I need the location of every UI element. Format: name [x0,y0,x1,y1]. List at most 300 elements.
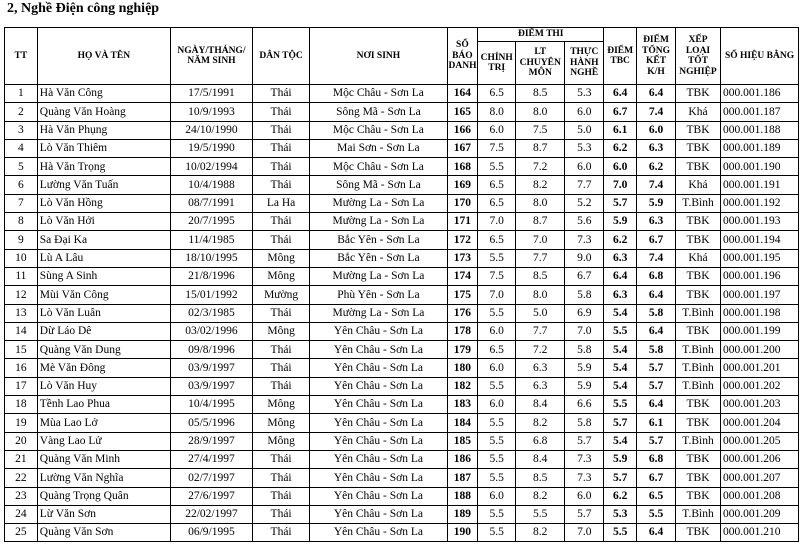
cell-tbc: 6.0 [604,158,637,176]
cell-theory: 7.7 [516,322,565,340]
cell-name: Lừ Văn Sơn [37,505,170,523]
cell-total: 6.4 [637,322,676,340]
cell-total: 6.1 [637,414,676,432]
cell-total: 6.4 [637,524,676,542]
cell-practice: 6.0 [565,487,604,505]
cell-tt: 17 [5,377,38,395]
table-row [5,414,799,432]
cell-cert: 000.001.194 [721,231,799,249]
cell-name: Dừ Láo Dê [37,322,170,340]
cell-name: Tềnh Lao Phua [37,396,170,414]
cell-theory: 8.0 [516,103,565,121]
cell-sbd: 180 [447,359,478,377]
table-row [5,267,799,285]
header-sbd: SỐ BÁO DANH [447,28,478,85]
header-politics: CHÍNH TRỊ [478,42,516,85]
cell-tt: 18 [5,396,38,414]
cell-name: Quàng Văn Hoàng [37,103,170,121]
cell-practice: 7.3 [565,450,604,468]
cell-birthplace: Mai Sơn - Sơn La [310,139,447,157]
cell-sbd: 172 [447,231,478,249]
cell-ethnic: Mông [252,267,309,285]
header-tt: TT [5,28,38,85]
cell-ethnic: Thái [252,524,309,542]
cell-tbc: 5.9 [604,213,637,231]
cell-rank: T.Bình [675,341,720,359]
cell-cert: 000.001.199 [721,322,799,340]
cell-theory: 8.5 [516,85,565,103]
cell-tbc: 5.5 [604,322,637,340]
cell-total: 6.4 [637,396,676,414]
table-row [5,213,799,231]
cell-dob: 06/9/1995 [170,524,252,542]
cell-politics: 5.5 [478,377,516,395]
table-row [5,249,799,267]
table-row [5,85,799,103]
cell-cert: 000.001.193 [721,213,799,231]
cell-dob: 28/9/1997 [170,432,252,450]
cell-cert: 000.001.189 [721,139,799,157]
cell-rank: TBK [675,286,720,304]
cell-cert: 000.001.190 [721,158,799,176]
cell-tbc: 5.5 [604,524,637,542]
cell-dob: 24/10/1990 [170,121,252,139]
cell-tbc: 5.7 [604,194,637,212]
cell-practice: 6.9 [565,304,604,322]
cell-ethnic: Thái [252,487,309,505]
cell-rank: TBK [675,322,720,340]
cell-sbd: 176 [447,304,478,322]
cell-dob: 21/8/1996 [170,267,252,285]
cell-birthplace: Sông Mã - Sơn La [310,103,447,121]
cell-birthplace: Yên Châu - Sơn La [310,432,447,450]
cell-tt: 24 [5,505,38,523]
cell-dob: 08/7/1991 [170,194,252,212]
cell-politics: 6.5 [478,176,516,194]
cell-dob: 03/02/1996 [170,322,252,340]
table-row [5,377,799,395]
cell-tt: 15 [5,341,38,359]
table-row [5,176,799,194]
cell-dob: 05/5/1996 [170,414,252,432]
cell-theory: 8.4 [516,450,565,468]
cell-cert: 000.001.202 [721,377,799,395]
table-row [5,304,799,322]
cell-name: Lường Văn Tuấn [37,176,170,194]
cell-cert: 000.001.192 [721,194,799,212]
cell-total: 6.3 [637,213,676,231]
cell-tt: 23 [5,487,38,505]
cell-tbc: 5.5 [604,396,637,414]
cell-dob: 09/8/1996 [170,341,252,359]
cell-rank: TBK [675,396,720,414]
cell-total: 6.3 [637,139,676,157]
cell-tbc: 6.3 [604,249,637,267]
cell-sbd: 173 [447,249,478,267]
cell-birthplace: Yên Châu - Sơn La [310,450,447,468]
cell-total: 6.8 [637,267,676,285]
cell-tt: 4 [5,139,38,157]
cell-rank: TBK [675,213,720,231]
header-tbc: ĐIỂM TBC [604,28,637,85]
cell-cert: 000.001.204 [721,414,799,432]
cell-name: Lù A Lâu [37,249,170,267]
cell-sbd: 186 [447,450,478,468]
cell-politics: 6.5 [478,231,516,249]
cell-sbd: 190 [447,524,478,542]
cell-rank: T.Bình [675,194,720,212]
cell-rank: T.Bình [675,377,720,395]
cell-cert: 000.001.197 [721,286,799,304]
cell-sbd: 189 [447,505,478,523]
cell-rank: Khá [675,103,720,121]
cell-name: Mùi Văn Công [37,286,170,304]
cell-tt: 21 [5,450,38,468]
cell-sbd: 183 [447,396,478,414]
cell-ethnic: Thái [252,304,309,322]
cell-total: 6.0 [637,121,676,139]
cell-theory: 8.2 [516,176,565,194]
cell-sbd: 188 [447,487,478,505]
cell-birthplace: Mường La - Sơn La [310,304,447,322]
cell-tbc: 6.4 [604,267,637,285]
cell-tbc: 5.4 [604,359,637,377]
table-row [5,487,799,505]
cell-theory: 8.2 [516,487,565,505]
cell-birthplace: Bắc Yên - Sơn La [310,249,447,267]
cell-ethnic: Thái [252,231,309,249]
header-dob: NGÀY/THÁNG/ NĂM SINH [170,28,252,85]
cell-tt: 5 [5,158,38,176]
cell-dob: 19/5/1990 [170,139,252,157]
cell-name: Lường Văn Nghĩa [37,469,170,487]
table-row [5,450,799,468]
table-row [5,103,799,121]
cell-tbc: 5.7 [604,469,637,487]
cell-ethnic: La Ha [252,194,309,212]
cell-name: Hà Văn Công [37,85,170,103]
cell-sbd: 182 [447,377,478,395]
cell-politics: 5.5 [478,505,516,523]
cell-dob: 11/4/1985 [170,231,252,249]
cell-name: Lò Văn Hồng [37,194,170,212]
cell-rank: TBK [675,121,720,139]
table-row [5,505,799,523]
cell-theory: 7.0 [516,231,565,249]
cell-total: 7.4 [637,103,676,121]
cell-dob: 02/7/1997 [170,469,252,487]
cell-theory: 7.5 [516,121,565,139]
cell-rank: TBK [675,85,720,103]
cell-tt: 12 [5,286,38,304]
header-rank: XẾP LOẠI TỐT NGHIỆP [675,28,720,85]
cell-tt: 3 [5,121,38,139]
cell-total: 6.5 [637,487,676,505]
cell-name: Sa Đại Ka [37,231,170,249]
table-row [5,194,799,212]
cell-tt: 7 [5,194,38,212]
cell-name: Hà Văn Trọng [37,158,170,176]
cell-practice: 5.8 [565,286,604,304]
cell-dob: 17/5/1991 [170,85,252,103]
cell-tt: 9 [5,231,38,249]
cell-dob: 27/4/1997 [170,450,252,468]
cell-name: Sùng A Sinh [37,267,170,285]
cell-name: Hà Văn Phụng [37,121,170,139]
table-row [5,231,799,249]
cell-tbc: 6.2 [604,487,637,505]
cell-cert: 000.001.207 [721,469,799,487]
cell-sbd: 169 [447,176,478,194]
cell-theory: 8.7 [516,213,565,231]
cell-cert: 000.001.187 [721,103,799,121]
cell-theory: 7.7 [516,249,565,267]
cell-birthplace: Yên Châu - Sơn La [310,414,447,432]
cell-ethnic: Thái [252,469,309,487]
cell-birthplace: Yên Châu - Sơn La [310,359,447,377]
cell-politics: 6.0 [478,359,516,377]
cell-tbc: 6.2 [604,231,637,249]
cell-ethnic: Mường [252,286,309,304]
cell-politics: 7.0 [478,286,516,304]
cell-birthplace: Mộc Châu - Sơn La [310,158,447,176]
cell-ethnic: Thái [252,341,309,359]
cell-sbd: 185 [447,432,478,450]
cell-dob: 02/3/1985 [170,304,252,322]
cell-sbd: 179 [447,341,478,359]
cell-cert: 000.001.191 [721,176,799,194]
cell-rank: TBK [675,231,720,249]
cell-theory: 6.3 [516,377,565,395]
cell-cert: 000.001.205 [721,432,799,450]
table-row [5,139,799,157]
cell-tbc: 7.0 [604,176,637,194]
cell-politics: 6.0 [478,121,516,139]
cell-sbd: 174 [447,267,478,285]
cell-theory: 8.2 [516,524,565,542]
cell-total: 5.8 [637,304,676,322]
cell-politics: 6.0 [478,487,516,505]
cell-practice: 5.9 [565,377,604,395]
table-row [5,322,799,340]
cell-politics: 8.0 [478,103,516,121]
cell-cert: 000.001.210 [721,524,799,542]
cell-practice: 5.9 [565,359,604,377]
cell-name: Lò Văn Hởi [37,213,170,231]
cell-sbd: 175 [447,286,478,304]
cell-theory: 8.0 [516,194,565,212]
cell-tt: 11 [5,267,38,285]
table-row [5,524,799,542]
cell-rank: TBK [675,414,720,432]
cell-theory: 8.0 [516,286,565,304]
cell-name: Quàng Văn Dung [37,341,170,359]
cell-politics: 5.5 [478,450,516,468]
cell-birthplace: Bắc Yên - Sơn La [310,231,447,249]
cell-practice: 7.3 [565,231,604,249]
cell-theory: 5.0 [516,304,565,322]
cell-name: Quàng Văn Minh [37,450,170,468]
cell-rank: T.Bình [675,359,720,377]
cell-practice: 6.0 [565,158,604,176]
cell-rank: TBK [675,450,720,468]
cell-rank: T.Bình [675,505,720,523]
cell-total: 7.4 [637,249,676,267]
cell-dob: 10/4/1988 [170,176,252,194]
header-ethnic: DÂN TỘC [252,28,309,85]
cell-politics: 5.5 [478,158,516,176]
cell-ethnic: Thái [252,121,309,139]
cell-cert: 000.001.186 [721,85,799,103]
cell-cert: 000.001.195 [721,249,799,267]
cell-politics: 5.5 [478,304,516,322]
cell-practice: 6.6 [565,396,604,414]
cell-ethnic: Thái [252,85,309,103]
cell-dob: 10/9/1993 [170,103,252,121]
cell-cert: 000.001.203 [721,396,799,414]
cell-politics: 5.5 [478,414,516,432]
header-total: ĐIỂM TỔNG KẾT K/H [637,28,676,85]
cell-theory: 8.5 [516,267,565,285]
table-body [5,85,799,542]
cell-ethnic: Thái [252,176,309,194]
table-row [5,469,799,487]
cell-politics: 7.0 [478,213,516,231]
table-row [5,396,799,414]
cell-theory: 8.4 [516,396,565,414]
cell-total: 5.8 [637,341,676,359]
cell-rank: TBK [675,267,720,285]
cell-sbd: 167 [447,139,478,157]
cell-sbd: 184 [447,414,478,432]
cell-tbc: 5.4 [604,432,637,450]
cell-politics: 5.5 [478,432,516,450]
cell-tt: 22 [5,469,38,487]
cell-politics: 5.5 [478,469,516,487]
cell-dob: 22/02/1997 [170,505,252,523]
cell-tt: 13 [5,304,38,322]
cell-rank: TBK [675,524,720,542]
cell-rank: TBK [675,139,720,157]
cell-birthplace: Yên Châu - Sơn La [310,469,447,487]
cell-practice: 5.7 [565,432,604,450]
cell-cert: 000.001.188 [721,121,799,139]
cell-rank: TBK [675,158,720,176]
cell-practice: 5.8 [565,341,604,359]
cell-name: Lò Văn Thiêm [37,139,170,157]
cell-name: Mùa Lao Lở [37,414,170,432]
cell-ethnic: Mông [252,322,309,340]
cell-cert: 000.001.209 [721,505,799,523]
cell-rank: Khá [675,176,720,194]
cell-politics: 6.5 [478,341,516,359]
cell-dob: 10/02/1994 [170,158,252,176]
header-name: HỌ VÀ TÊN [37,28,170,85]
cell-theory: 5.5 [516,505,565,523]
cell-politics: 6.5 [478,85,516,103]
cell-tt: 1 [5,85,38,103]
cell-total: 5.7 [637,432,676,450]
cell-sbd: 187 [447,469,478,487]
cell-tbc: 5.7 [604,414,637,432]
cell-total: 5.5 [637,505,676,523]
cell-tbc: 5.9 [604,450,637,468]
cell-name: Quàng Trọng Quân [37,487,170,505]
header-theory: LT CHUYÊN MÔN [516,42,565,85]
cell-birthplace: Yên Châu - Sơn La [310,505,447,523]
cell-politics: 5.5 [478,249,516,267]
cell-name: Lò Văn Luân [37,304,170,322]
cell-theory: 6.8 [516,432,565,450]
cell-cert: 000.001.198 [721,304,799,322]
cell-tt: 14 [5,322,38,340]
cell-name: Lò Văn Huy [37,377,170,395]
cell-sbd: 165 [447,103,478,121]
cell-ethnic: Thái [252,158,309,176]
cell-theory: 8.2 [516,414,565,432]
cell-ethnic: Mông [252,396,309,414]
cell-rank: T.Bình [675,304,720,322]
cell-birthplace: Phù Yên - Sơn La [310,286,447,304]
cell-sbd: 178 [447,322,478,340]
cell-ethnic: Mông [252,249,309,267]
cell-ethnic: Mông [252,414,309,432]
cell-cert: 000.001.196 [721,267,799,285]
cell-theory: 6.3 [516,359,565,377]
table-row [5,341,799,359]
cell-total: 6.7 [637,231,676,249]
cell-practice: 7.0 [565,524,604,542]
cell-ethnic: Thái [252,505,309,523]
cell-cert: 000.001.208 [721,487,799,505]
header-cert: SỐ HIỆU BẰNG [721,28,799,85]
cell-ethnic: Thái [252,103,309,121]
cell-dob: 03/9/1997 [170,377,252,395]
cell-birthplace: Sông Mã - Sơn La [310,176,447,194]
cell-politics: 5.5 [478,524,516,542]
cell-politics: 7.5 [478,139,516,157]
cell-theory: 8.5 [516,469,565,487]
cell-dob: 20/7/1995 [170,213,252,231]
cell-tbc: 5.4 [604,304,637,322]
cell-practice: 7.7 [565,176,604,194]
cell-sbd: 168 [447,158,478,176]
cell-cert: 000.001.200 [721,341,799,359]
section-heading: 2, Nghề Điện công nghiệp [7,1,160,16]
cell-birthplace: Mường La - Sơn La [310,194,447,212]
cell-total: 6.4 [637,85,676,103]
cell-rank: Khá [675,249,720,267]
cell-tt: 2 [5,103,38,121]
cell-birthplace: Yên Châu - Sơn La [310,396,447,414]
header-exam-group: ĐIỂM THI [478,28,604,42]
cell-total: 6.2 [637,158,676,176]
cell-theory: 7.2 [516,158,565,176]
cell-birthplace: Mường La - Sơn La [310,213,447,231]
cell-ethnic: Mông [252,432,309,450]
cell-tt: 6 [5,176,38,194]
cell-birthplace: Yên Châu - Sơn La [310,487,447,505]
cell-sbd: 166 [447,121,478,139]
cell-practice: 5.6 [565,213,604,231]
cell-dob: 18/10/1995 [170,249,252,267]
cell-tbc: 6.4 [604,85,637,103]
cell-total: 6.7 [637,469,676,487]
cell-tt: 8 [5,213,38,231]
cell-practice: 5.0 [565,121,604,139]
cell-birthplace: Mộc Châu - Sơn La [310,85,447,103]
cell-cert: 000.001.206 [721,450,799,468]
